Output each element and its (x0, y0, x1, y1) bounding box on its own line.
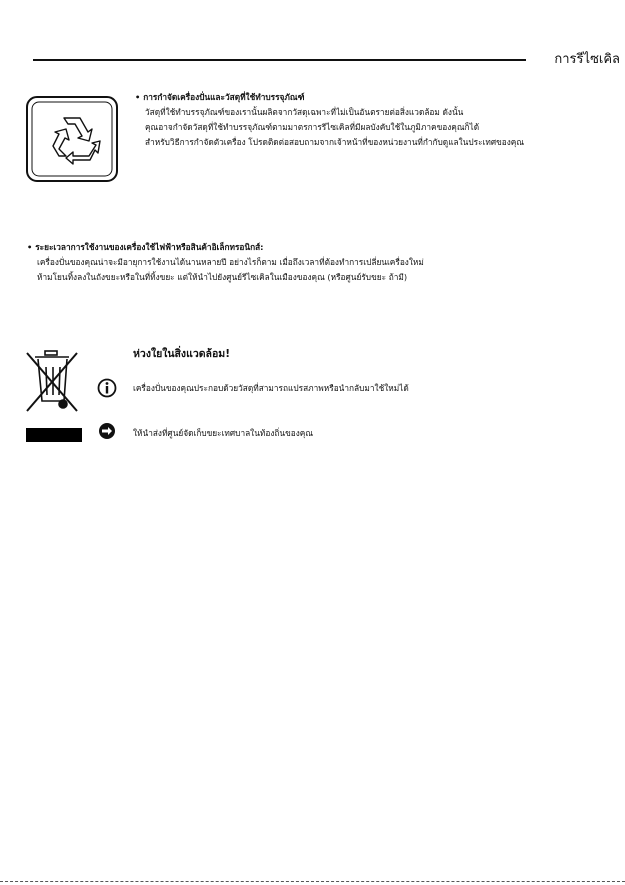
lifespan-line: เครื่องปั่นของคุณน่าจะมีอายุการใช้งานได้นานหลายปี อย่างไรก็ตาม เมื่อถึงเวลาที่ต้องทำการเปลี่ยนเครื่องใหม่ (37, 257, 424, 267)
arrow-right-icon (98, 422, 116, 440)
packaging-line: วัสดุที่ใช้ทำบรรจุภัณฑ์ของเรานั้นผลิตจากวัสดุเฉพาะที่ไม่เป็นอันตรายต่อสิ่งแวดล้อม ดังนั้น (145, 107, 464, 117)
info-icon (97, 378, 117, 398)
packaging-heading: • การกำจัดเครื่องปั่นและวัสดุที่ใช้ทำบรรจุภัณฑ์ (135, 92, 305, 102)
packaging-line: สำหรับวิธีการกำจัดตัวเครื่อง โปรดติดต่อสอบถามจากเจ้าหน้าที่ของหน่วยงานที่กำกับดูแลในประเทศของคุณ (145, 137, 525, 147)
environment-action-text: ให้นำส่งที่ศูนย์จัดเก็บขยะเทศบาลในท้องถิ่นของคุณ (133, 428, 314, 438)
lifespan-section (27, 240, 424, 285)
packaging-line: คุณอาจกำจัดวัสดุที่ใช้ทำบรรจุภัณฑ์ตามมาตรการรีไซเคิลที่มีผลบังคับใช้ในภูมิภาคของคุณก็ได้ (145, 122, 480, 132)
crossed-out-wheelie-bin-icon (23, 349, 81, 415)
lifespan-heading: • ระยะเวลาการใช้งานของเครื่องใช้ไฟฟ้าหรือสินค้าอิเล็กทรอนิกส์: (27, 242, 264, 252)
section-title: การรีไซเคิล (554, 52, 620, 67)
bottom-border (0, 881, 625, 882)
black-bar (26, 428, 82, 442)
packaging-section (135, 90, 524, 150)
environment-info-text: เครื่องปั่นของคุณประกอบด้วยวัสดุที่สามารถแปรสภาพหรือนำกลับมาใช้ใหม่ได้ (133, 383, 409, 393)
lifespan-line: ห้ามโยนทิ้งลงในถังขยะหรือในที่ทิ้งขยะ แต่ให้นำไปยังศูนย์รีไซเคิลในเมืองของคุณ (หรือศูนย์รับขยะ ถ้ามี) (37, 272, 408, 282)
environment-title: ห่วงใยในสิ่งแวดล้อม! (133, 348, 230, 360)
header-rule (33, 59, 526, 61)
recycle-symbol-icon (26, 96, 118, 182)
